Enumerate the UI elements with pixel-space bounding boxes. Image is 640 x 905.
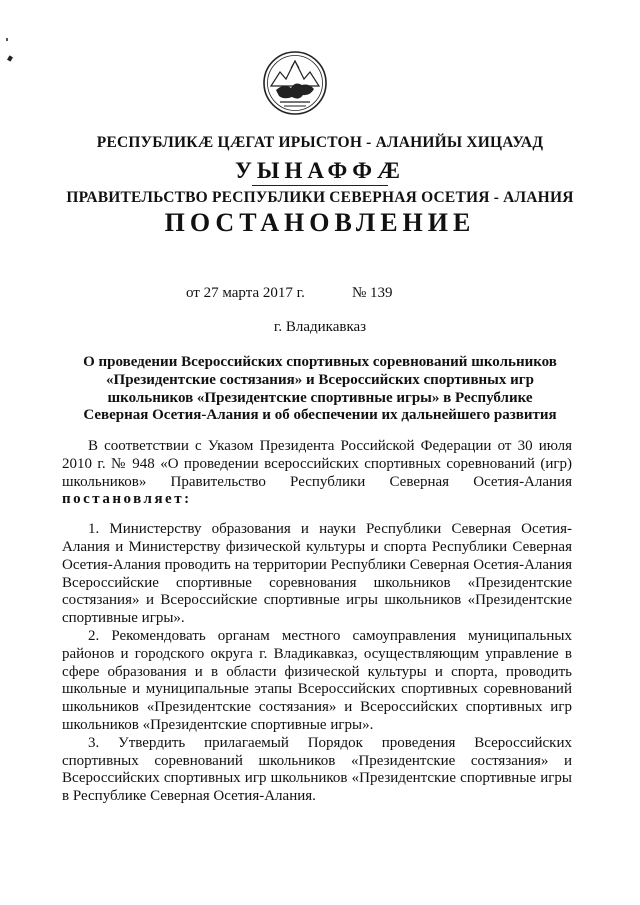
document-subject	[40, 354, 600, 425]
paragraph-3: 3. Утвердить прилагаемый Порядок проведения Всероссийских спортивных соревнований школьников «Президентские состязания» и Всероссийских спортивных игр школьников «Президентские спортивные игры в Республике Северная Осетия-Алания.	[62, 734, 572, 805]
subject-line: О проведении Всероссийских спортивных соревнований школьников	[83, 354, 557, 370]
russian-government-name: ПРАВИТЕЛЬСТВО РЕСПУБЛИКИ СЕВЕРНАЯ ОСЕТИЯ - АЛАНИЯ	[66, 189, 574, 206]
document-type-title: ПОСТАНОВЛЕНИЕ	[164, 208, 476, 237]
document-number: № 139	[352, 285, 393, 301]
preamble-text: В соответствии с Указом Президента Российской Федерации от 30 июля 2010 г. № 948 «О проведении всероссийских спортивных соревнований (игр) школьников» Правительство Республики Северная Осетия-Алания	[62, 438, 572, 490]
document-date: от 27 марта 2017 г.	[186, 285, 305, 301]
ossetian-document-type: УЫНАФФӔ	[234, 158, 406, 183]
subject-line: «Президентские состязания» и Всероссийских спортивных игр	[106, 371, 534, 388]
ossetian-government-name: РЕСПУБЛИКӔ ЦӔГАТ ИРЫСТОН - АЛАНИЙЫ ХИЦАУАД	[96, 134, 544, 151]
paragraph-2: 2. Рекомендовать органам местного самоуправления муниципальных районов и городского округа г. Владикавказ, осуществляющим управление в сфере образования и в области физической культуры и спорта, проводить школьные и муниципальные этапы Всероссийских спортивных соревнований школьников «Президентские состязания» и Всероссийских спортивных игр школьников «Президентские спортивные игры».	[62, 627, 572, 733]
city: г. Владикавказ	[273, 319, 367, 335]
preamble-paragraph	[62, 438, 572, 509]
subject-line: школьников «Президентские спортивные игры» в Республике	[107, 389, 533, 406]
scan-mark	[6, 38, 8, 41]
resolves-word: постановляет:	[62, 491, 192, 508]
document-body	[62, 438, 572, 806]
divider	[252, 185, 388, 186]
coat-of-arms-icon	[262, 50, 328, 116]
paragraph-1: 1. Министерству образования и науки Республики Северная Осетия-Алания и Министерству физической культуры и спорта Республики Северная Осетия-Алания проводить на территории Республики Северная Осетия-Алания Всероссийские спортивные соревнования школьников «Президентские состязания» и Всероссийские спортивные игры школьников «Президентские спортивные игры».	[62, 521, 572, 627]
scan-mark	[7, 55, 13, 61]
subject-line: Северная Осетия-Алания и об обеспечении их дальнейшего развития	[83, 407, 557, 424]
